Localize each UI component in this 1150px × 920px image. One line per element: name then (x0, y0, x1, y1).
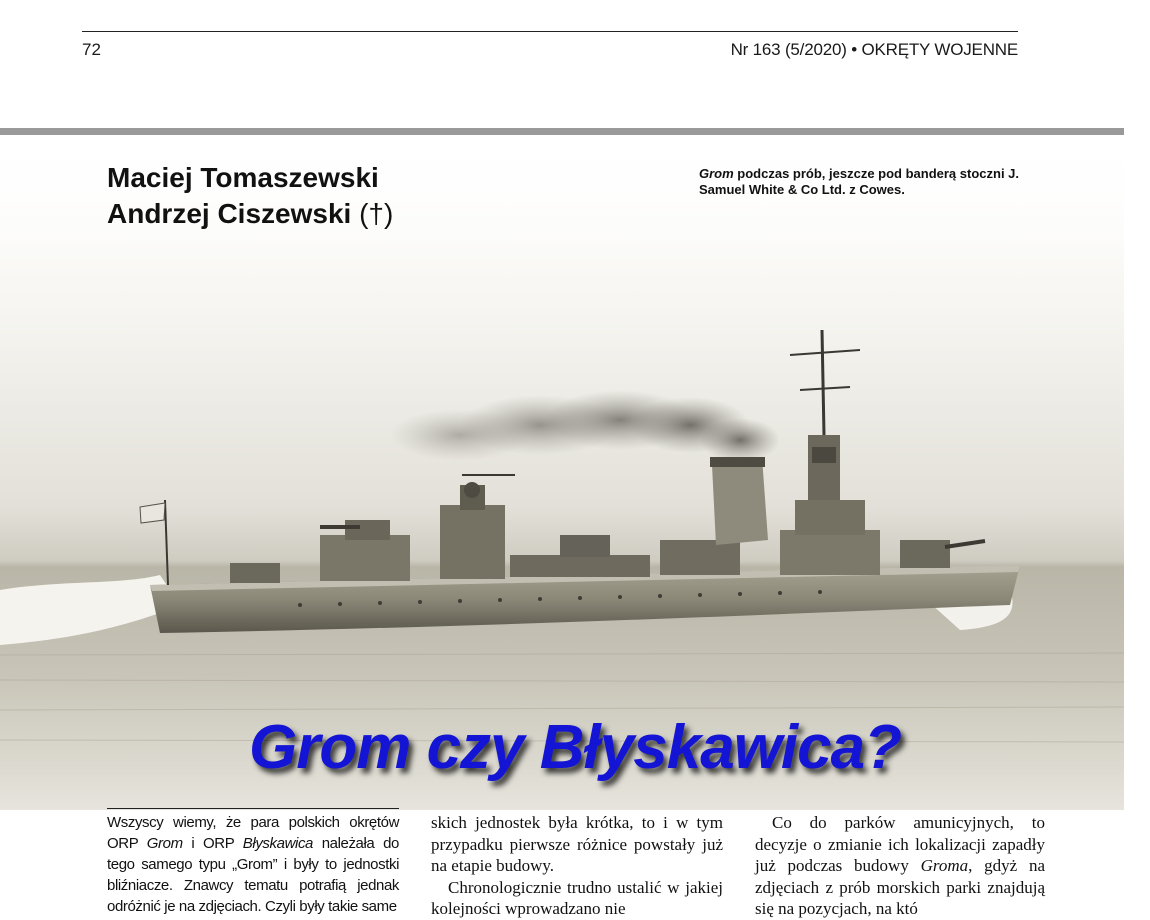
photo-caption (699, 166, 1059, 198)
caption-ship-name: Grom (699, 166, 734, 181)
author-2-name: Andrzej Ciszewski (107, 198, 352, 229)
ship-photo (0, 135, 1124, 810)
author-1: Maciej Tomaszewski (107, 162, 379, 193)
page-number: 72 (82, 40, 101, 59)
caption-text: podczas prób, jeszcze pod banderą stoczni J. Samuel White & Co Ltd. z Cowes. (699, 166, 1020, 197)
column-2 (431, 812, 723, 920)
article-title: Grom czy Błyskawica? (249, 713, 901, 782)
paragraph: Co do parków amunicyjnych, to decyzje o zmianie ich lokalizacji zapadły już podczas budowy Groma, gdyż na zdjęciach z prób morskich parki znajdują się na pozycjach, na któ (755, 813, 1045, 918)
destroyer-illustration (0, 135, 1124, 810)
column-1 (107, 812, 399, 917)
column-rule (107, 808, 399, 809)
authors (107, 160, 393, 232)
paragraph: Chronologicznie trudno ustalić w jakiej kolejności wprowadzano nie (431, 877, 723, 918)
author-2 (107, 196, 393, 232)
deceased-mark: (†) (359, 198, 394, 229)
paragraph: skich jednostek była krótka, to i w tym przypadku pierwsze różnice powstały już na etapie budowy. (431, 813, 723, 875)
column-3 (755, 812, 1045, 920)
issue-info: Nr 163 (5/2020) • OKRĘTY WOJENNE (730, 40, 1018, 59)
lead-paragraph: Wszyscy wiemy, że para polskich okrętów ORP Grom i ORP Błyskawica należała do tego samego typu „Grom” i były to jednostki bliźniacze. Znawcy tematu potrafią jednak odróżnić je na zdjęciach. Czyli były takie same (107, 814, 399, 915)
photo-top-bar (0, 128, 1124, 135)
header-rule (82, 31, 1018, 32)
